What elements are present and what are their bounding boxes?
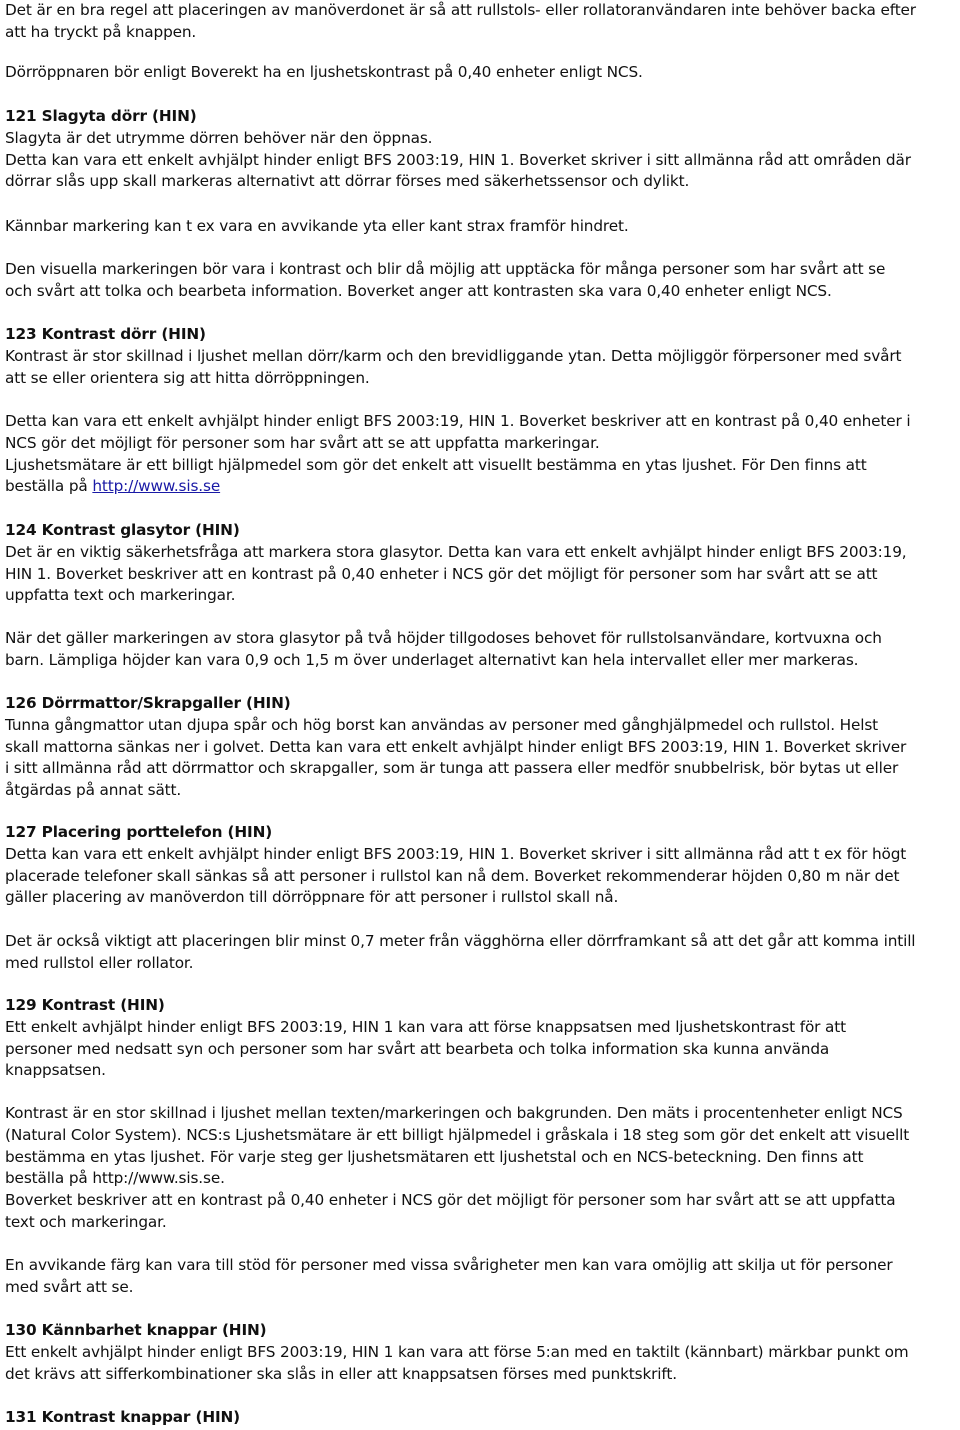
- text-line: Ljushetsmätare är ett billigt hjälpmedel som gör det enkelt att visuellt bestämma en ytas ljushet. För Den finns att: [5, 455, 867, 474]
- text-line: Detta kan vara ett enkelt avhjälpt hinder enligt BFS 2003:19, HIN 1. Boverket beskriver att en kontrast på 0,40 enheter i: [5, 412, 911, 430]
- text-line: Kännbar markering kan t ex vara en avvikande yta eller kant strax framför hindret.: [5, 217, 629, 235]
- section: [5, 693, 954, 802]
- paragraph: [5, 259, 954, 303]
- section: [5, 1407, 954, 1429]
- paragraph: [5, 1255, 954, 1299]
- text-line: dörrar slås upp skall markeras alternativt att dörrar förses med säkerhetssensor och dylikt.: [5, 172, 690, 191]
- section-heading: 130 Kännbarhet knappar (HIN): [5, 1321, 267, 1339]
- section-heading: 124 Kontrast glasytor (HIN): [5, 521, 240, 539]
- text-line: Detta kan vara ett enkelt avhjälpt hinder enligt BFS 2003:19, HIN 1. Boverket skriver i sitt allmänna råd att områden där: [5, 150, 911, 169]
- link-prefix: beställa på: [5, 477, 93, 496]
- section: [5, 520, 954, 607]
- text-line: Den visuella markeringen bör vara i kontrast och blir då möjlig att upptäcka för många personer som har svårt att se: [5, 260, 886, 278]
- paragraph: [5, 0, 954, 44]
- section-heading: 129 Kontrast (HIN): [5, 996, 165, 1014]
- section: [5, 1320, 954, 1385]
- text-line: När det gäller markeringen av stora glasytor på två höjder tillgodoses behovet för rullstolsanvändare, kortvuxna och: [5, 629, 882, 647]
- section: [5, 822, 954, 909]
- paragraph: [5, 411, 954, 498]
- text-line: [5, 476, 954, 498]
- text-line: (Natural Color System). NCS:s Ljushetsmätare är ett billigt hjälpmedel i gråskala i 18 steg som gör det enkelt att visuellt: [5, 1125, 910, 1144]
- text-line: HIN 1. Boverket beskriver att en kontrast på 0,40 enheter i NCS gör det möjligt för personer som har svårt att se att: [5, 564, 878, 583]
- section-heading: 126 Dörrmattor/Skrapgaller (HIN): [5, 694, 291, 712]
- text-line: Det är en bra regel att placeringen av manöverdonet är så att rullstols- eller rollatoranvändaren inte behöver backa efter: [5, 1, 916, 19]
- text-line: och svårt att tolka och bearbeta information. Boverket anger att kontrasten ska vara 0,40 enheter enligt NCS.: [5, 281, 832, 300]
- text-line: Detta kan vara ett enkelt avhjälpt hinder enligt BFS 2003:19, HIN 1. Boverket skriver i sitt allmänna råd att t ex för högt: [5, 844, 907, 863]
- paragraph: [5, 62, 954, 84]
- paragraph: [5, 216, 954, 238]
- text-line: En avvikande färg kan vara till stöd för personer med vissa svårigheter men kan vara omöjlig att skilja ut för personer: [5, 1256, 893, 1274]
- text-line: Slagyta är det utrymme dörren behöver när den öppnas.: [5, 128, 433, 147]
- text-line: placerade telefoner skall sänkas så att personer i rullstol kan nå dem. Boverket rekommenderar höjden 0,80 m när det: [5, 866, 900, 885]
- text-line: Det är också viktigt att placeringen blir minst 0,7 meter från vägghörna eller dörrframkant så att det går att komma intill: [5, 932, 916, 950]
- text-line: barn. Lämpliga höjder kan vara 0,9 och 1,5 m över underlaget alternativt kan hela intervallet eller mer markeras.: [5, 650, 859, 669]
- text-line: skall mattorna sänkas ner i golvet. Detta kan vara ett enkelt avhjälpt hinder enligt BFS 2003:19, HIN 1. Boverket skriver: [5, 737, 907, 756]
- text-line: Ett enkelt avhjälpt hinder enligt BFS 2003:19, HIN 1 kan vara att förse knappsatsen med ljushetskontrast för att: [5, 1017, 846, 1036]
- text-line: med svårt att se.: [5, 1277, 134, 1296]
- text-line: Kontrast är stor skillnad i ljushet mellan dörr/karm och den brevidliggande ytan. Detta möjliggör förpersoner med svårt: [5, 346, 902, 365]
- text-line: beställa på http://www.sis.se.: [5, 1169, 225, 1188]
- text-line: text och markeringar.: [5, 1212, 167, 1231]
- text-line: åtgärdas på annat sätt.: [5, 781, 182, 800]
- paragraph: [5, 1103, 954, 1234]
- text-line: med rullstol eller rollator.: [5, 953, 194, 972]
- text-line: Dörröppnaren bör enligt Boverekt ha en ljushetskontrast på 0,40 enheter enligt NCS.: [5, 63, 643, 81]
- section: [5, 995, 954, 1082]
- text-line: bestämma en ytas ljushet. För varje steg ger ljushetsmätaren ett ljushetstal och en NCS-beteckning. Den finns att: [5, 1147, 864, 1166]
- section: [5, 106, 954, 193]
- text-line: det krävs att sifferkombinationer ska slås in eller att knappsatsen förses med punktskrift.: [5, 1364, 677, 1383]
- sis-link[interactable]: http://www.sis.se: [92, 477, 221, 496]
- section-heading: 131 Kontrast knappar (HIN): [5, 1408, 241, 1426]
- text-line: Kontrast är en stor skillnad i ljushet mellan texten/markeringen och bakgrunden. Den mäts i procentenheter enligt NCS: [5, 1104, 903, 1122]
- text-line: gäller placering av manöverdon till dörröppnare för att personer i rullstol skall nå.: [5, 888, 619, 907]
- text-line: Boverket beskriver att en kontrast på 0,40 enheter i NCS gör det möjligt för personer som har svårt att se att uppfatta: [5, 1191, 896, 1210]
- text-line: knappsatsen.: [5, 1061, 106, 1080]
- text-line: i sitt allmänna råd att dörrmattor och skrapgaller, som är tunga att passera eller medför snubbelrisk, bör bytas ut eller: [5, 759, 899, 778]
- text-line: Ett enkelt avhjälpt hinder enligt BFS 2003:19, HIN 1 kan vara att förse 5:an med en taktilt (kännbart) märkbar punkt om: [5, 1342, 909, 1361]
- section: [5, 324, 954, 389]
- text-line: Det är en viktig säkerhetsfråga att markera stora glasytor. Detta kan vara ett enkelt avhjälpt hinder enligt BFS 2003:19,: [5, 542, 907, 561]
- text-line: att se eller orientera sig att hitta dörröppningen.: [5, 368, 370, 387]
- paragraph: [5, 931, 954, 975]
- section-heading: 121 Slagyta dörr (HIN): [5, 107, 197, 125]
- text-line: NCS gör det möjligt för personer som har svårt att se att uppfatta markeringar.: [5, 433, 600, 452]
- section-heading: 123 Kontrast dörr (HIN): [5, 325, 206, 343]
- text-line: uppfatta text och markeringar.: [5, 586, 236, 605]
- text-line: att ha tryckt på knappen.: [5, 22, 197, 41]
- section-heading: 127 Placering porttelefon (HIN): [5, 823, 273, 841]
- paragraph: [5, 628, 954, 672]
- text-line: personer med nedsatt syn och personer som har svårt att bearbeta och tolka information ska kunna använda: [5, 1039, 830, 1058]
- text-line: Tunna gångmattor utan djupa spår och hög borst kan användas av personer med gånghjälpmedel och rullstol. Helst: [5, 715, 879, 734]
